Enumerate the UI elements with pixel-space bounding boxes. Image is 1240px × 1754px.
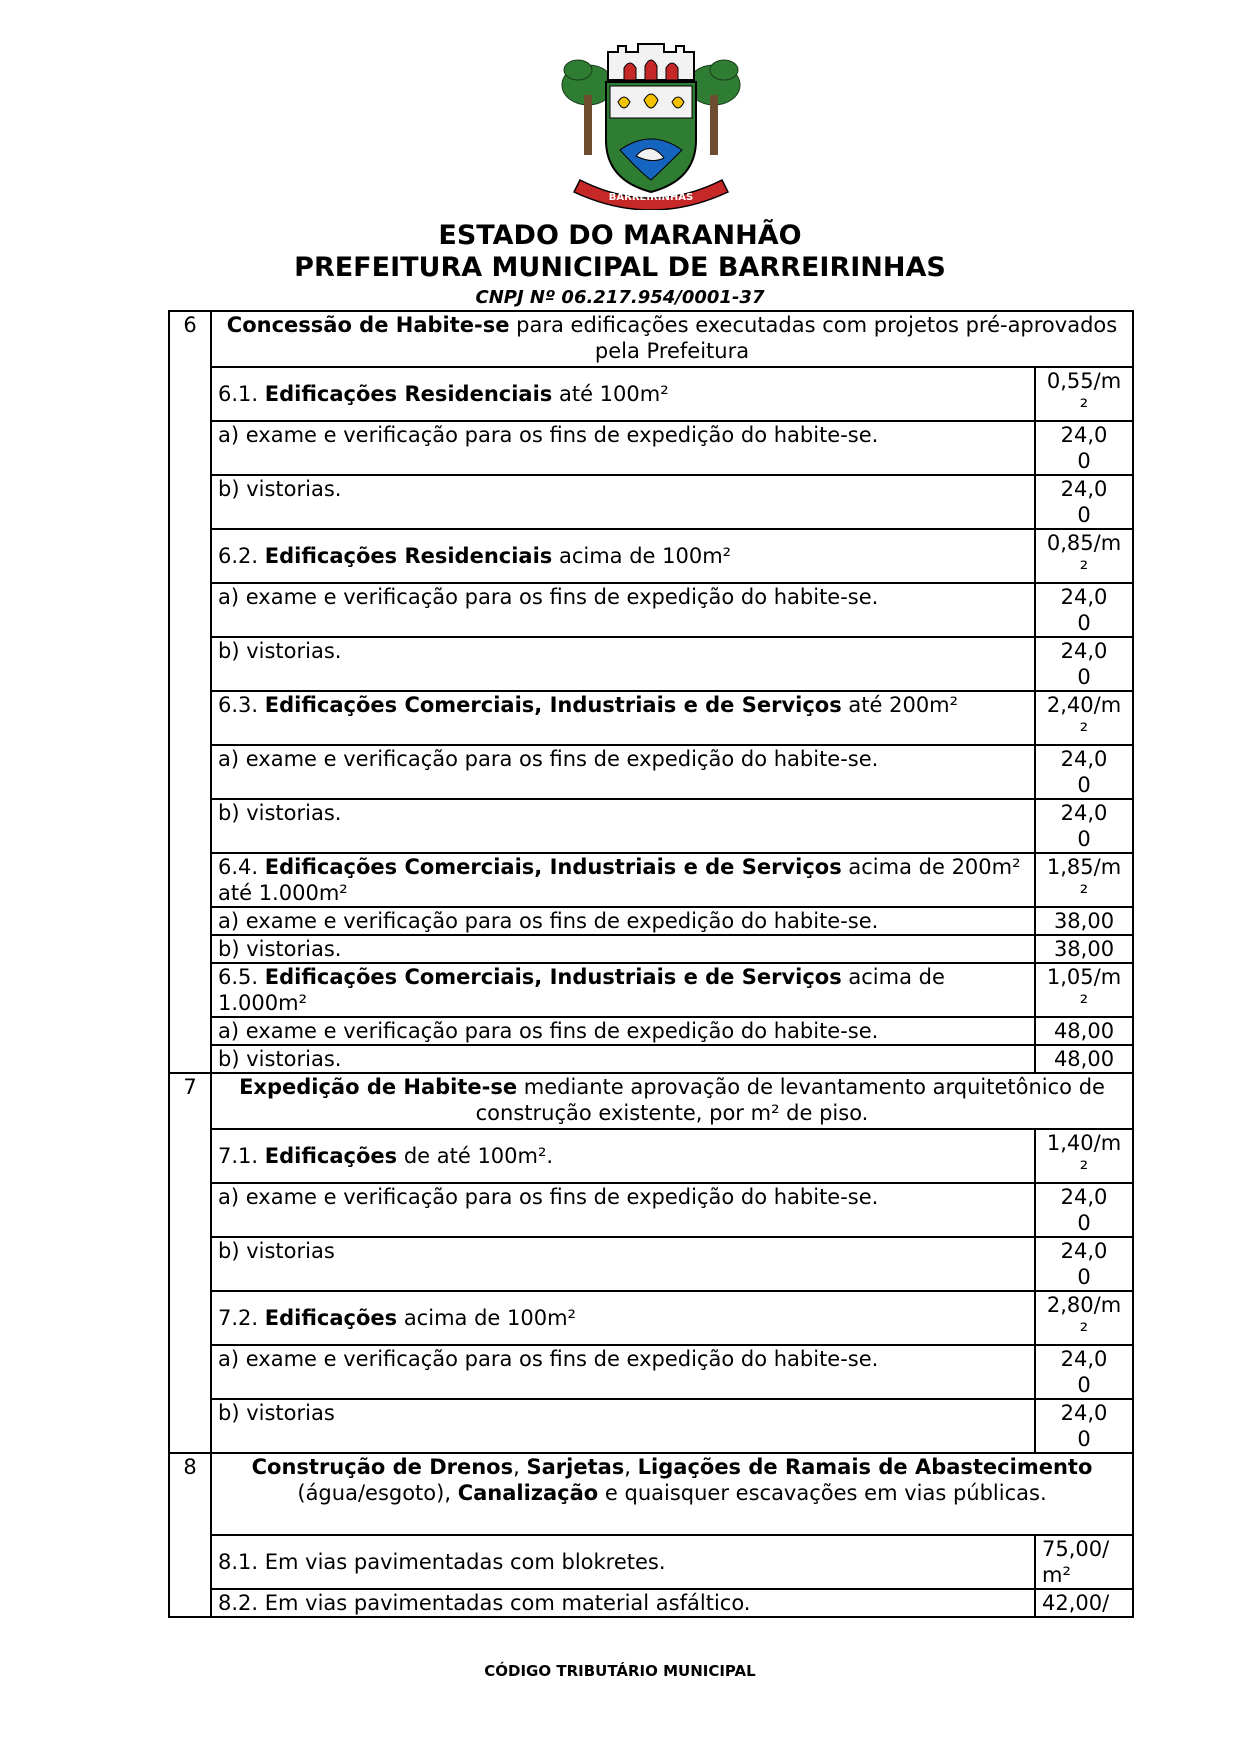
item-7-2-a-value: 24,0 0 (1035, 1345, 1133, 1399)
item-6-3-a-value: 24,0 0 (1035, 745, 1133, 799)
item-6-5-value: 1,05/m ² (1035, 963, 1133, 1017)
cnpj-line: CNPJ Nº 06.217.954/0001-37 (475, 287, 765, 308)
item-7-2-b-value: 24,0 0 (1035, 1399, 1133, 1453)
item-6-4-b-value: 38,00 (1035, 935, 1133, 963)
table-row (169, 367, 1133, 421)
item-7-1-b: b) vistorias (211, 1237, 1035, 1291)
table-row (169, 1453, 1133, 1535)
item-7-2-a: a) exame e verificação para os fins de expedição do habite-se. (211, 1345, 1035, 1399)
item-6-1-value: 0,55/m ² (1035, 367, 1133, 421)
table-row (169, 1129, 1133, 1183)
section-number-7: 7 (169, 1073, 211, 1453)
item-6-3-b: b) vistorias. (211, 799, 1035, 853)
item-7-1: 7.1. Edificações de até 100m². (211, 1129, 1035, 1183)
table-row (169, 1045, 1133, 1073)
table-row (169, 1291, 1133, 1345)
svg-text:BARREIRINHAS: BARREIRINHAS (608, 192, 694, 203)
table-row (169, 1183, 1133, 1237)
item-7-1-a-value: 24,0 0 (1035, 1183, 1133, 1237)
item-6-5-b-value: 48,00 (1035, 1045, 1133, 1073)
item-7-2-b: b) vistorias (211, 1399, 1035, 1453)
section-8-title: Construção de Drenos, Sarjetas, Ligações de Ramais de Abastecimento (água/esgoto), Canalização e quaisquer escavações em vias públicas. (211, 1453, 1133, 1535)
item-6-3: 6.3. Edificações Comerciais, Industriais e de Serviços até 200m² (211, 691, 1035, 745)
section-7-title: Expedição de Habite-se mediante aprovação de levantamento arquitetônico de construção existente, por m² de piso. (211, 1073, 1133, 1129)
table-row (169, 1399, 1133, 1453)
city-hall-heading: PREFEITURA MUNICIPAL DE BARREIRINHAS (294, 252, 946, 283)
section-number-8: 8 (169, 1453, 211, 1617)
item-6-1-b-value: 24,0 0 (1035, 475, 1133, 529)
item-8-2: 8.2. Em vias pavimentadas com material asfáltico. (211, 1589, 1035, 1617)
item-7-2-value: 2,80/m ² (1035, 1291, 1133, 1345)
footer-title: CÓDIGO TRIBUTÁRIO MUNICIPAL (484, 1662, 756, 1680)
item-6-1-b: b) vistorias. (211, 475, 1035, 529)
item-6-4-a-value: 38,00 (1035, 907, 1133, 935)
item-7-1-value: 1,40/m ² (1035, 1129, 1133, 1183)
item-6-4: 6.4. Edificações Comerciais, Industriais e de Serviços acima de 200m² até 1.000m² (211, 853, 1035, 907)
table-row (169, 1017, 1133, 1045)
item-8-2-value: 42,00/ (1035, 1589, 1133, 1617)
table-row (169, 1535, 1133, 1589)
table-row (169, 637, 1133, 691)
item-6-5: 6.5. Edificações Comerciais, Industriais e de Serviços acima de 1.000m² (211, 963, 1035, 1017)
table-row (169, 853, 1133, 907)
item-6-1: 6.1. Edificações Residenciais até 100m² (211, 367, 1035, 421)
item-8-1-value: 75,00/ m² (1035, 1535, 1133, 1589)
item-6-5-a: a) exame e verificação para os fins de expedição do habite-se. (211, 1017, 1035, 1045)
item-6-2-b: b) vistorias. (211, 637, 1035, 691)
item-7-2: 7.2. Edificações acima de 100m² (211, 1291, 1035, 1345)
item-6-5-a-value: 48,00 (1035, 1017, 1133, 1045)
section-6-title: Concessão de Habite-se para edificações executadas com projetos pré-aprovados pela Prefeitura (211, 311, 1133, 367)
table-row (169, 1589, 1133, 1617)
table-row (169, 907, 1133, 935)
item-6-1-a-value: 24,0 0 (1035, 421, 1133, 475)
table-row (169, 963, 1133, 1017)
table-row (169, 1237, 1133, 1291)
table-row (169, 1345, 1133, 1399)
tax-table (168, 310, 1134, 1618)
item-6-4-a: a) exame e verificação para os fins de expedição do habite-se. (211, 907, 1035, 935)
table-row (169, 529, 1133, 583)
state-heading: ESTADO DO MARANHÃO (438, 220, 802, 251)
table-row (169, 1073, 1133, 1129)
item-6-3-a: a) exame e verificação para os fins de expedição do habite-se. (211, 745, 1035, 799)
item-6-3-value: 2,40/m ² (1035, 691, 1133, 745)
item-8-1: 8.1. Em vias pavimentadas com blokretes. (211, 1535, 1035, 1589)
table-row (169, 691, 1133, 745)
table-row (169, 421, 1133, 475)
item-7-1-b-value: 24,0 0 (1035, 1237, 1133, 1291)
table-row (169, 935, 1133, 963)
item-6-4-value: 1,85/m ² (1035, 853, 1133, 907)
item-6-2-b-value: 24,0 0 (1035, 637, 1133, 691)
item-6-2-a: a) exame e verificação para os fins de expedição do habite-se. (211, 583, 1035, 637)
table-row (169, 311, 1133, 367)
item-6-2-value: 0,85/m ² (1035, 529, 1133, 583)
table-row (169, 745, 1133, 799)
section-number-6: 6 (169, 311, 211, 1073)
item-6-5-b: b) vistorias. (211, 1045, 1035, 1073)
item-6-3-b-value: 24,0 0 (1035, 799, 1133, 853)
table-row (169, 475, 1133, 529)
municipal-crest-logo (560, 40, 742, 210)
item-6-1-a: a) exame e verificação para os fins de expedição do habite-se. (211, 421, 1035, 475)
item-6-4-b: b) vistorias. (211, 935, 1035, 963)
item-6-2-a-value: 24,0 0 (1035, 583, 1133, 637)
item-6-2: 6.2. Edificações Residenciais acima de 100m² (211, 529, 1035, 583)
item-7-1-a: a) exame e verificação para os fins de expedição do habite-se. (211, 1183, 1035, 1237)
table-row (169, 583, 1133, 637)
table-row (169, 799, 1133, 853)
